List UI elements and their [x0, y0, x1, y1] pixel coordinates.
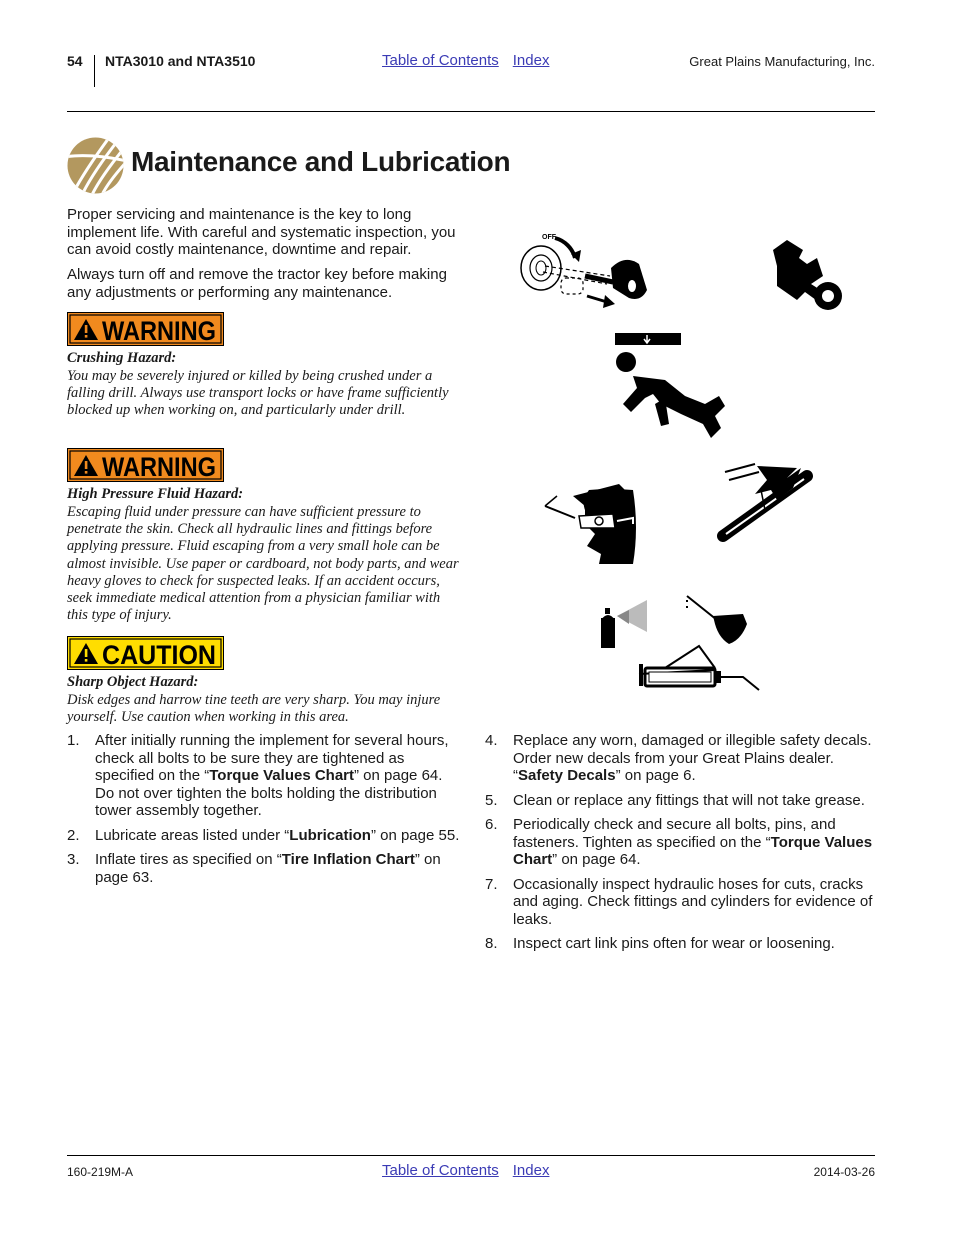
intro-paragraph-2: Always turn off and remove the tractor key before making any adjustments or performing any maintenance.: [67, 266, 447, 301]
hazard-title: Sharp Object Hazard:: [67, 674, 199, 690]
index-link[interactable]: Index: [512, 52, 550, 69]
list-item-number: 3.: [67, 851, 80, 868]
list-item: [67, 851, 462, 886]
list-item-text: Lubricate areas listed under “: [95, 826, 290, 844]
hazard-text: You may be severely injured or killed by being crushed under a falling drill. Always use transport locks or have frame sufficiently blocked up when working on, and particularly under drill.: [67, 368, 449, 419]
list-item-text: Inflate tires as specified on “: [95, 851, 282, 868]
toc-link[interactable]: Table of Contents: [382, 1162, 499, 1179]
list-item-number: 8.: [485, 935, 498, 952]
list-item: [485, 876, 880, 929]
warning-badge: [67, 448, 224, 482]
ignition-key-icon: [521, 234, 647, 308]
list-item-text: After initially running the implement for several hours, check all bolts to be sure they are tightened as specified on the “: [95, 732, 449, 784]
doc-date: 2014-03-26: [813, 1165, 875, 1179]
hazard-title: Crushing Hazard:: [67, 350, 177, 366]
list-item: [67, 827, 462, 845]
list-item-number: 2.: [67, 826, 80, 844]
model-name: NTA3010 and NTA3510: [105, 53, 256, 69]
great-plains-logo-icon: [67, 137, 124, 194]
footer-rule: [67, 1155, 875, 1156]
page-number: 54: [67, 53, 83, 69]
steps-list-right: [485, 732, 880, 960]
steps-list-left: [67, 732, 462, 893]
cross-reference: Safety Decals: [518, 767, 616, 784]
grease-gun-icon: [639, 646, 759, 690]
list-item-text: ” on page 64. Do not over tighten the bolts holding the distribution tower assembly together.: [95, 767, 443, 819]
badge-label: WARNING: [102, 316, 216, 346]
list-item-number: 7.: [485, 875, 498, 893]
list-item-number: 6.: [485, 816, 498, 833]
cross-reference: Lubrication: [289, 826, 371, 844]
index-link[interactable]: Index: [512, 1162, 550, 1179]
footer-links: [382, 1162, 549, 1179]
warning-badge: [67, 312, 224, 346]
list-item-text: Replace any worn, damaged or illegible safety decals. Order new decals from your Great Plains dealer. “: [513, 732, 872, 784]
safety-illustration: [515, 228, 860, 698]
crushing-hazard-icon: [615, 333, 725, 438]
page-title: Maintenance and Lubrication: [131, 146, 511, 177]
cross-reference: Torque Values Chart: [209, 767, 355, 784]
list-item-number: 1.: [67, 732, 80, 749]
list-item: [485, 816, 880, 869]
list-item-text: Periodically check and secure all bolts, pins, and fasteners. Tighten as specified on the “: [513, 816, 836, 851]
eye-protection-icon: [545, 484, 636, 564]
list-item-text: Clean or replace any fittings that will not take grease.: [513, 791, 865, 809]
list-item: [485, 935, 880, 953]
list-item: [485, 792, 880, 810]
list-item-text: ” on page 55.: [370, 826, 460, 844]
caution-badge: [67, 636, 224, 670]
oil-can-icon: [687, 596, 747, 644]
high-pressure-fluid-icon: [723, 464, 807, 536]
hazard-text: Disk edges and harrow tine teeth are very sharp. You may injure yourself. Use caution when working in this area.: [67, 692, 441, 726]
list-item-text: ” on page 63.: [95, 851, 441, 886]
header-divider: [94, 55, 95, 87]
company-name: Great Plains Manufacturing, Inc.: [689, 54, 875, 69]
intro-paragraph-1: Proper servicing and maintenance is the key to long implement life. With careful and systematic inspection, you can avoid costly maintenance, downtime and repair.: [67, 206, 456, 258]
key-off-label: OFF: [542, 234, 556, 241]
doc-number: 160-219M-A: [67, 1165, 134, 1179]
list-item-text: ” on page 6.: [615, 767, 696, 784]
cross-reference: Torque Values Chart: [513, 833, 873, 868]
toc-link[interactable]: Table of Contents: [382, 52, 499, 69]
list-item-number: 4.: [485, 732, 498, 749]
header-rule: [67, 111, 875, 112]
hazard-text: Escaping fluid under pressure can have sufficient pressure to penetrate the skin. Check all hydraulic lines and fittings before applying pressure. Fluid escaping from a very small hole can be almost invisible. Use paper or cardboard, not body parts, and wear heavy gloves to check for suspected leaks. If an accident occurs, seek immediate medical attention from a physician familiar with this type of injury.: [67, 504, 459, 624]
header-links: [382, 52, 549, 69]
badge-label: CAUTION: [102, 640, 216, 670]
badge-label: WARNING: [102, 452, 216, 482]
list-item: [485, 732, 880, 785]
wrench-icon: [773, 240, 842, 310]
hazard-title: High Pressure Fluid Hazard:: [67, 486, 244, 502]
list-item-text: Occasionally inspect hydraulic hoses for cuts, cracks and aging. Check fittings and cylinders for evidence of leaks.: [513, 875, 873, 928]
list-item-text: ” on page 64.: [552, 851, 641, 868]
spray-can-icon: [601, 600, 647, 648]
list-item-text: Inspect cart link pins often for wear or loosening.: [513, 935, 835, 952]
list-item-number: 5.: [485, 791, 498, 809]
list-item: [67, 732, 462, 820]
cross-reference: Tire Inflation Chart: [281, 851, 415, 868]
